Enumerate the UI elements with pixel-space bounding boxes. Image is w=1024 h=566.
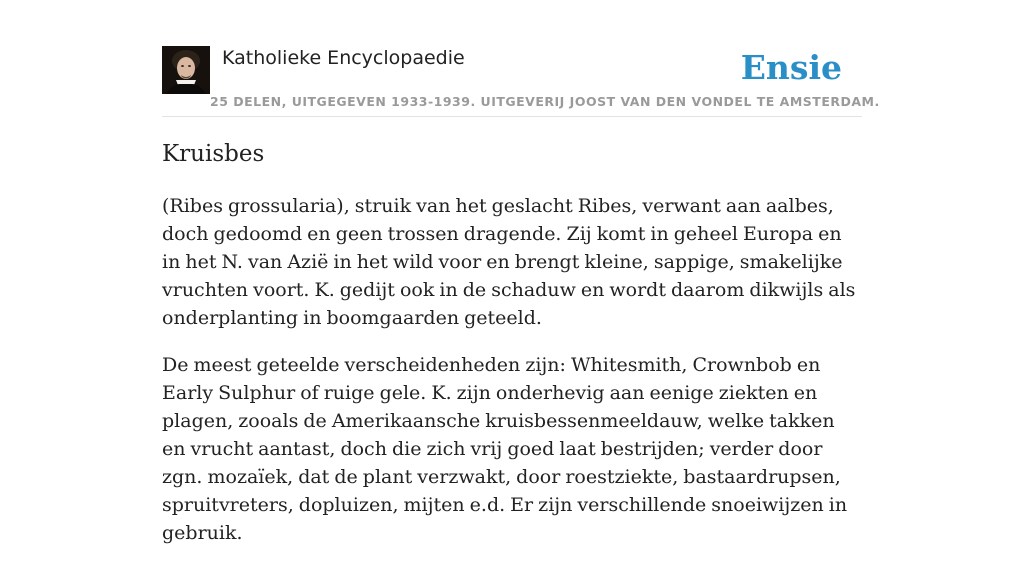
portrait-icon (162, 46, 210, 94)
article (162, 138, 862, 566)
source-header (162, 46, 880, 117)
article-paragraph: De meest geteelde verscheidenheden zijn: Whitesmith, Crownbob en Early Sulphur of ruige gele. K. zijn onderhevig aan eenige ziekten en plagen, zooals de Amerikaansche kruisbessenmeeldauw, welke takken en vrucht aantast, doch die zich vrij goed laat bestrijden; verder door zgn. mozaïek, dat de plant verzwakt, door roestziekte, bastaardrupsen, spruitvreters, dopluizen, mijten e.d. Er zijn verschillende snoeiwijzen in gebruik. (162, 354, 848, 544)
brand-logo-link[interactable]: Ensie (740, 48, 842, 87)
source-avatar[interactable] (162, 46, 210, 94)
source-title-link[interactable]: Katholieke Encyclopaedie (222, 47, 465, 69)
source-meta: 25 DELEN, UITGEGEVEN 1933-1939. UITGEVERIJ JOOST VAN DEN VONDEL TE AMSTERDAM. (210, 94, 880, 109)
article-title: Kruisbes (162, 141, 265, 167)
article-paragraph: (Ribes grossularia), struik van het geslacht Ribes, verwant aan aalbes, doch gedoomd en geen trossen dragende. Zij komt in geheel Europa en in het N. van Azië in het wild voor en brengt kleine, sappige, smakelijke vruchten voort. K. gedijt ook in de schaduw en wordt daarom dikwijls als onderplanting in boomgaarden geteeld. (162, 195, 856, 329)
